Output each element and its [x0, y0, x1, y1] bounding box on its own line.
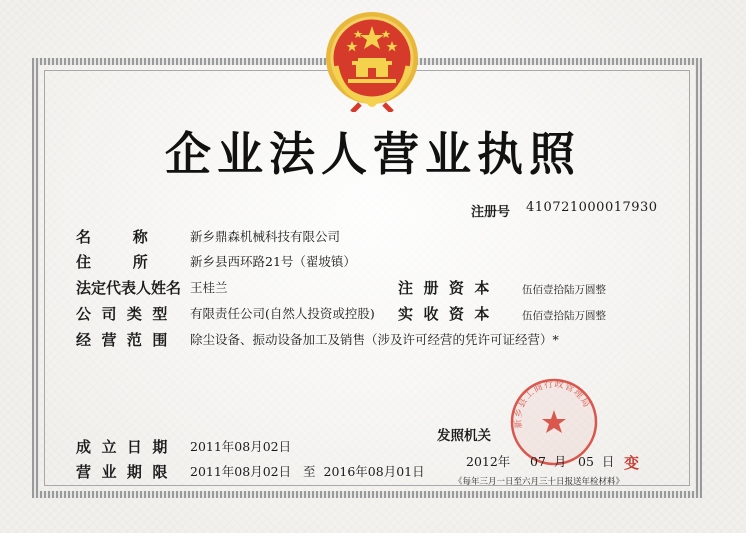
registered-capital-label: 注 册 资 本 [398, 279, 490, 297]
change-mark: 变 [624, 454, 640, 472]
address-value: 新乡县西环路21号（翟坡镇） [190, 254, 356, 269]
company-type-value: 有限责任公司(自然人投资或控股) [190, 306, 375, 321]
business-term-value: 2011年08月02日 至 2016年08月01日 [190, 464, 425, 479]
company-type-label: 公 司 类 型 [76, 305, 168, 323]
seal-text: 新乡县工商行政管理局 [513, 379, 592, 429]
registration-number-label: 注册号 [471, 205, 511, 220]
legal-representative-label: 法定代表人姓名 [76, 279, 182, 297]
issue-day: 05 日 [578, 454, 615, 469]
business-scope-value: 除尘设备、振动设备加工及销售（涉及许可经营的凭许可证经营）* [190, 332, 559, 347]
issue-year: 2012年 [466, 454, 511, 469]
issue-month: 07 月 [530, 454, 567, 469]
paid-capital-label: 实 收 资 本 [398, 305, 490, 323]
paid-capital-value: 伍佰壹拾陆万圆整 [522, 310, 606, 322]
national-emblem-icon [322, 6, 422, 112]
annual-inspection-note: 《每年三月一日至六月三十日报送年检材料》 [454, 477, 625, 487]
business-term-label: 营 业 期 限 [76, 463, 168, 481]
registration-number-value: 410721000017930 [526, 200, 658, 215]
issuing-authority-label: 发照机关 [437, 428, 491, 444]
registered-capital-value: 伍佰壹拾陆万圆整 [522, 284, 606, 296]
address-label: 住 所 [76, 253, 148, 271]
legal-representative-value: 王桂兰 [190, 280, 228, 295]
business-scope-label: 经 营 范 围 [76, 331, 168, 349]
document-title: 企业法人营业执照 [165, 127, 581, 181]
company-name-value: 新乡鼎森机械科技有限公司 [190, 229, 341, 244]
company-name-label: 名 称 [76, 228, 148, 246]
established-date-value: 2011年08月02日 [190, 439, 292, 454]
established-date-label: 成 立 日 期 [76, 438, 168, 456]
